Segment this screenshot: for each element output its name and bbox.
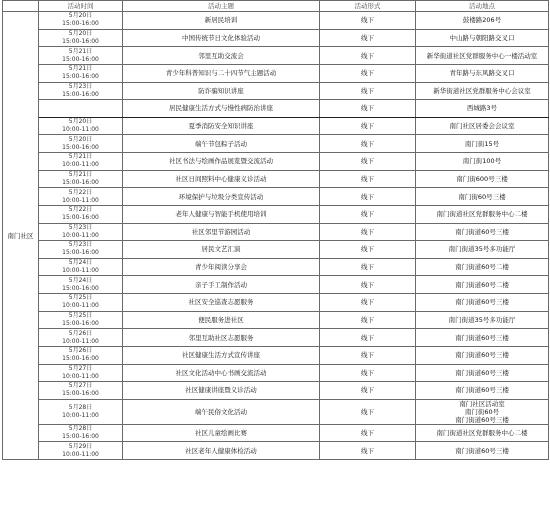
table-row [3,29,549,47]
activity-form-cell: 线下 [320,311,416,329]
activity-place-cell: 南门街15号 [416,135,549,153]
activity-name-cell: 亲子手工制作活动 [123,276,320,294]
table-row [3,223,549,241]
table-row [3,276,549,294]
activity-time-cell [39,100,123,118]
activity-place-cell: 南门街道60号二楼 [416,258,549,276]
activity-time-cell: 5月26日 10:00-11:00 [39,329,123,347]
activity-time-cell: 5月21日 15:00-16:00 [39,47,123,65]
activity-form-cell: 线下 [320,223,416,241]
table-row [3,153,549,171]
activity-time-cell: 5月20日 15:00-16:00 [39,12,123,30]
activity-name-cell: 邻里互助交流会 [123,47,320,65]
activity-name-cell: 社区安全巡查志愿服务 [123,294,320,312]
activity-place-cell: 南门街600号三楼 [416,170,549,188]
activity-form-cell: 线下 [320,424,416,442]
activity-place-cell: 南门街道60号三楼 [416,442,549,460]
activity-name-cell: 便民服务进社区 [123,311,320,329]
activity-time-cell: 5月25日 10:00-11:00 [39,294,123,312]
activity-place-cell: 南门街道60号三楼 [416,329,549,347]
table-row [3,399,549,424]
activity-time-cell: 5月21日 10:00-11:00 [39,153,123,171]
table-row [3,311,549,329]
header-unit [3,1,39,12]
activity-place-cell: 南门街道60号三楼 [416,294,549,312]
activity-place-cell: 新华街道社区党群服务中心一楼活动室 [416,47,549,65]
unit-cell: 南门社区 [3,12,39,460]
activity-name-cell: 社区日间照料中心健康义诊活动 [123,170,320,188]
table-row [3,170,549,188]
table-row [3,346,549,364]
activity-place-cell: 南门街道60号三楼 [416,382,549,400]
table-row [3,47,549,65]
activity-name-cell: 社区邻里节游园活动 [123,223,320,241]
activity-time-cell: 5月29日 10:00-11:00 [39,442,123,460]
activity-form-cell: 线下 [320,135,416,153]
activity-place-cell: 新华街道社区党群服务中心会议室 [416,82,549,100]
activity-name-cell: 新居民培训 [123,12,320,30]
activity-name-cell: 老年人健康与智能手机使用培训 [123,205,320,223]
activity-name-cell: 环境保护与垃圾分类宣传活动 [123,188,320,206]
table-row [3,64,549,82]
activity-time-cell: 5月21日 15:00-16:00 [39,64,123,82]
activity-form-cell: 线下 [320,399,416,424]
table-body [3,12,549,460]
activity-form-cell: 线下 [320,205,416,223]
activity-form-cell: 线下 [320,258,416,276]
activity-name-cell: 端午节包粽子活动 [123,135,320,153]
activity-place-cell: 南门街道社区党群服务中心二楼 [416,424,549,442]
activity-time-cell: 5月24日 15:00-16:00 [39,276,123,294]
table-row [3,188,549,206]
activity-place-cell: 南门街60号三楼 [416,188,549,206]
activity-place-cell: 南门街100号 [416,153,549,171]
header-form: 活动形式 [320,1,416,12]
table-row [3,382,549,400]
activity-time-cell: 5月20日 15:00-16:00 [39,135,123,153]
table-row [3,294,549,312]
activity-name-cell: 夏季消防安全知识讲座 [123,117,320,135]
activity-name-cell: 社区儿童绘画比赛 [123,424,320,442]
activity-form-cell: 线下 [320,100,416,118]
activity-name-cell: 社区健康生活方式宣传讲座 [123,346,320,364]
activity-time-cell: 5月23日 10:00-11:00 [39,223,123,241]
activity-name-cell: 社区文化活动中心书画交流活动 [123,364,320,382]
table-row [3,258,549,276]
activity-form-cell: 线下 [320,276,416,294]
activity-form-cell: 线下 [320,188,416,206]
table-row [3,364,549,382]
activity-time-cell: 5月25日 15:00-16:00 [39,311,123,329]
table-row [3,329,549,347]
activity-form-cell: 线下 [320,82,416,100]
activity-form-cell: 线下 [320,153,416,171]
activity-form-cell: 线下 [320,117,416,135]
table-row [3,442,549,460]
activity-form-cell: 线下 [320,47,416,65]
activity-name-cell: 社区健康讲座暨义诊活动 [123,382,320,400]
activity-place-cell: 南门街道60号三楼 [416,223,549,241]
activity-form-cell: 线下 [320,64,416,82]
table-row [3,424,549,442]
table-row [3,241,549,259]
activity-time-cell: 5月21日 15:00-16:00 [39,170,123,188]
activity-place-cell: 南门街道60号三楼 [416,346,549,364]
activity-name-cell: 居民文艺汇演 [123,241,320,259]
activity-time-cell: 5月28日 15:00-16:00 [39,424,123,442]
activity-name-cell: 居民健康生活方式与慢性病防治讲座 [123,100,320,118]
activity-place-cell: 青年路与东风路交叉口 [416,64,549,82]
activity-time-cell: 5月22日 15:00-16:00 [39,205,123,223]
header-place: 活动地点 [416,1,549,12]
activity-place-cell: 西城路3号 [416,100,549,118]
activity-time-cell: 5月28日 10:00-11:00 [39,399,123,424]
table-header-row [3,1,549,12]
activity-time-cell: 5月24日 10:00-11:00 [39,258,123,276]
activity-name-cell: 社区老年人健康体检活动 [123,442,320,460]
table-row [3,82,549,100]
activity-time-cell: 5月22日 10:00-11:00 [39,188,123,206]
activity-name-cell: 中国传统节日文化体验活动 [123,29,320,47]
activity-form-cell: 线下 [320,382,416,400]
table-row [3,205,549,223]
activity-place-cell: 南门街道社区党群服务中心二楼 [416,205,549,223]
activity-form-cell: 线下 [320,329,416,347]
table-row [3,117,549,135]
activity-place-cell: 南门街道60号二楼 [416,276,549,294]
activity-form-cell: 线下 [320,241,416,259]
activity-place-cell: 南门街道35号多功能厅 [416,311,549,329]
activity-name-cell: 青少年阅读分享会 [123,258,320,276]
activity-time-cell: 5月26日 15:00-16:00 [39,346,123,364]
activity-place-cell: 南门社区居委会会议室 [416,117,549,135]
activity-name-cell: 邻里互助社区志愿服务 [123,329,320,347]
activity-place-cell: 中山路与朝阳路交叉口 [416,29,549,47]
activity-time-cell: 5月27日 15:00-16:00 [39,382,123,400]
activity-place-cell: 南门街道60号三楼 [416,364,549,382]
activity-place-cell: 鼓楼路206号 [416,12,549,30]
activity-time-cell: 5月20日 15:00-16:00 [39,29,123,47]
activity-form-cell: 线下 [320,170,416,188]
activity-form-cell: 线下 [320,346,416,364]
activity-time-cell: 5月20日 10:00-11:00 [39,117,123,135]
activity-form-cell: 线下 [320,294,416,312]
activity-form-cell: 线下 [320,442,416,460]
activity-time-cell: 5月23日 15:00-16:00 [39,241,123,259]
table-row [3,100,549,118]
table-row [3,135,549,153]
activity-place-cell: 南门社区活动室 南门街60号 南门街道60号三楼 [416,399,549,424]
activity-time-cell: 5月27日 10:00-11:00 [39,364,123,382]
table-row [3,12,549,30]
activity-schedule-table [2,0,549,460]
activity-form-cell: 线下 [320,29,416,47]
header-time: 活动时间 [39,1,123,12]
activity-name-cell: 防诈骗知识讲座 [123,82,320,100]
activity-place-cell: 南门街道35号多功能厅 [416,241,549,259]
activity-form-cell: 线下 [320,12,416,30]
activity-time-cell: 5月23日 15:00-16:00 [39,82,123,100]
activity-name-cell: 端午民俗文化活动 [123,399,320,424]
activity-name-cell: 社区书法与绘画作品展览暨交流活动 [123,153,320,171]
header-name: 活动主题 [123,1,320,12]
activity-form-cell: 线下 [320,364,416,382]
activity-name-cell: 青少年科普知识与二十四节气主题活动 [123,64,320,82]
